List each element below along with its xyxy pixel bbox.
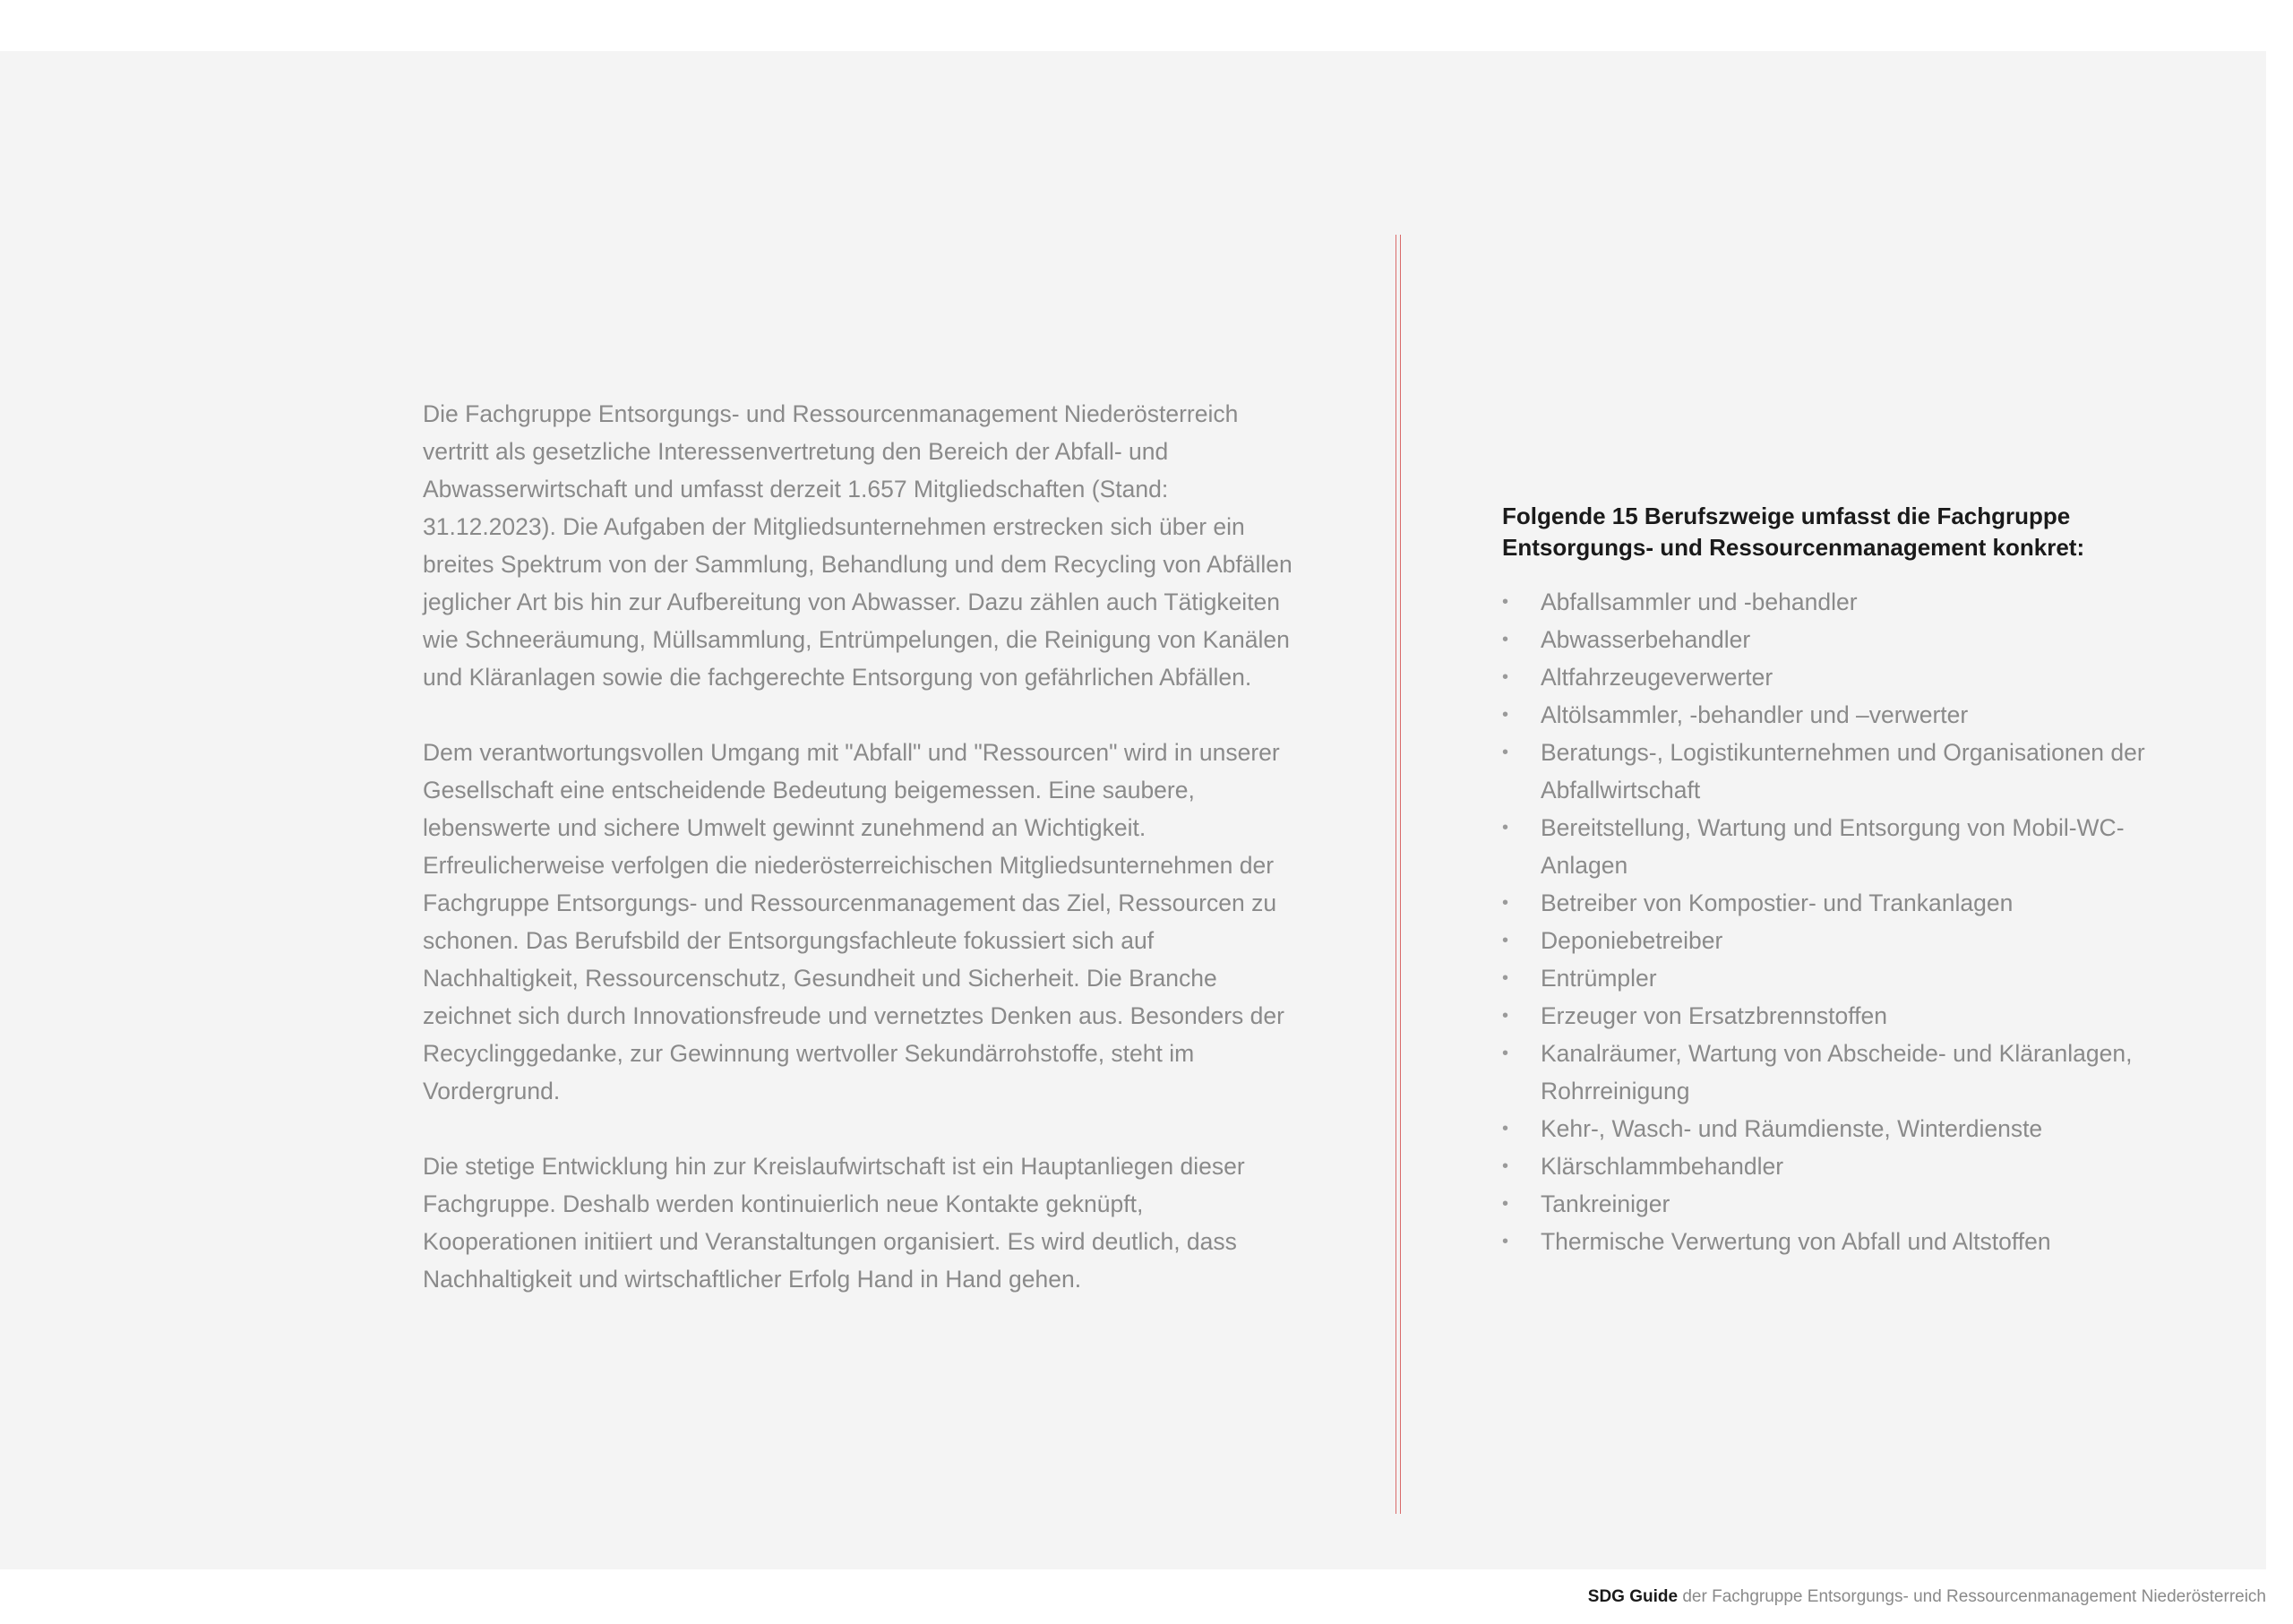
- intro-text-column: [423, 395, 1301, 1336]
- trades-heading: Folgende 15 Berufszweige umfasst die Fachgruppe Entsorgungs- und Ressourcenmanagement konkret:: [1502, 503, 2085, 561]
- bullet-icon: •: [1502, 1006, 1509, 1026]
- bullet-icon: •: [1502, 893, 1509, 913]
- list-item: [1502, 1035, 2183, 1110]
- list-item-label: Tankreiniger: [1541, 1190, 1670, 1217]
- list-item: [1502, 1147, 2183, 1185]
- bullet-icon: •: [1502, 1156, 1509, 1176]
- footer-text: der Fachgruppe Entsorgungs- und Ressourcenmanagement Niederösterreich: [1678, 1587, 2266, 1606]
- list-item-label: Klärschlammbehandler: [1541, 1153, 1784, 1180]
- list-item-label: Altölsammler, -behandler und –verwerter: [1541, 701, 1969, 728]
- intro-paragraph-3: Die stetige Entwicklung hin zur Kreislaufwirtschaft ist ein Hauptanliegen dieser Fachgruppe. Deshalb werden kontinuierlich neue Kontakte geknüpft, Kooperationen initiiert und Veranstaltungen organisiert. Es wird deutlich, dass Nachhaltigkeit und wirtschaftlicher Erfolg Hand in Hand gehen.: [423, 1153, 1245, 1293]
- list-item: [1502, 1223, 2183, 1260]
- list-item: [1502, 621, 2183, 658]
- list-item-label: Deponiebetreiber: [1541, 927, 1723, 954]
- bullet-icon: •: [1502, 1232, 1509, 1251]
- page-footer: [1588, 1586, 2266, 1608]
- list-item: [1502, 884, 2183, 922]
- vertical-divider: [1396, 235, 1401, 1514]
- bullet-icon: •: [1502, 743, 1509, 762]
- bullet-icon: •: [1502, 931, 1509, 950]
- bullet-icon: •: [1502, 630, 1509, 649]
- trades-column: [1502, 501, 2183, 1260]
- bullet-icon: •: [1502, 592, 1509, 612]
- list-item-label: Thermische Verwertung von Abfall und Altstoffen: [1541, 1228, 2051, 1255]
- list-item-label: Betreiber von Kompostier- und Trankanlagen: [1541, 889, 2014, 916]
- content-panel: [0, 51, 2266, 1569]
- bullet-icon: •: [1502, 705, 1509, 725]
- list-item-label: Bereitstellung, Wartung und Entsorgung von Mobil-WC-Anlagen: [1541, 814, 2125, 879]
- list-item-label: Abfallsammler und -behandler: [1541, 589, 1858, 615]
- bullet-icon: •: [1502, 667, 1509, 687]
- footer-brand: SDG Guide: [1587, 1587, 1679, 1606]
- list-item-label: Kanalräumer, Wartung von Abscheide- und Kläranlagen, Rohrreinigung: [1541, 1040, 2133, 1104]
- list-item: [1502, 959, 2183, 997]
- list-item: [1502, 1110, 2183, 1147]
- list-item-label: Beratungs-, Logistikunternehmen und Organisationen der Abfallwirtschaft: [1541, 739, 2145, 803]
- bullet-icon: •: [1502, 818, 1509, 838]
- list-item-label: Entrümpler: [1541, 965, 1657, 992]
- list-item: [1502, 583, 2183, 621]
- bullet-icon: •: [1502, 968, 1509, 988]
- bullet-icon: •: [1502, 1119, 1509, 1139]
- list-item: [1502, 809, 2183, 884]
- trades-list: [1502, 583, 2183, 1260]
- list-item: [1502, 734, 2183, 809]
- list-item: [1502, 1185, 2183, 1223]
- intro-paragraph-2: Dem verantwortungsvollen Umgang mit "Abfall" und "Ressourcen" wird in unserer Gesellschaft eine entscheidende Bedeutung beigemessen. Eine saubere, lebenswerte und sichere Umwelt gewinnt zunehmend an Wichtigkeit. Erfreulicherweise verfolgen die niederösterreichischen Mitgliedsunternehmen der Fachgruppe Entsorgungs- und Ressourcenmanagement das Ziel, Ressourcen zu schonen. Das Berufsbild der Entsorgungsfachleute fokussiert sich auf Nachhaltigkeit, Ressourcenschutz, Gesundheit und Sicherheit. Die Branche zeichnet sich durch Innovationsfreude und vernetztes Denken aus. Besonders der Recyclinggedanke, zur Gewinnung wertvoller Sekundärrohstoffe, steht im Vordergrund.: [423, 739, 1284, 1104]
- list-item-label: Altfahrzeugeverwerter: [1541, 664, 1773, 691]
- list-item-label: Erzeuger von Ersatzbrennstoffen: [1541, 1002, 1887, 1029]
- intro-paragraph-1: Die Fachgruppe Entsorgungs- und Ressourcenmanagement Niederösterreich vertritt als gesetzliche Interessenvertretung den Bereich der Abfall- und Abwasserwirtschaft und umfasst derzeit 1.657 Mitgliedschaften (Stand: 31.12.2023). Die Aufgaben der Mitgliedsunternehmen erstrecken sich über ein breites Spektrum von der Sammlung, Behandlung und dem Recycling von Abfällen jeglicher Art bis hin zur Aufbereitung von Abwasser. Dazu zählen auch Tätigkeiten wie Schneeräumung, Müllsammlung, Entrümpelungen, die Reinigung von Kanälen und Kläranlagen sowie die fachgerechte Entsorgung von gefährlichen Abfällen.: [423, 400, 1292, 691]
- list-item: [1502, 997, 2183, 1035]
- list-item-label: Abwasserbehandler: [1541, 626, 1751, 653]
- bullet-icon: •: [1502, 1194, 1509, 1214]
- list-item: [1502, 922, 2183, 959]
- list-item: [1502, 696, 2183, 734]
- bullet-icon: •: [1502, 1044, 1509, 1063]
- list-item: [1502, 658, 2183, 696]
- list-item-label: Kehr-, Wasch- und Räumdienste, Winterdienste: [1541, 1115, 2043, 1142]
